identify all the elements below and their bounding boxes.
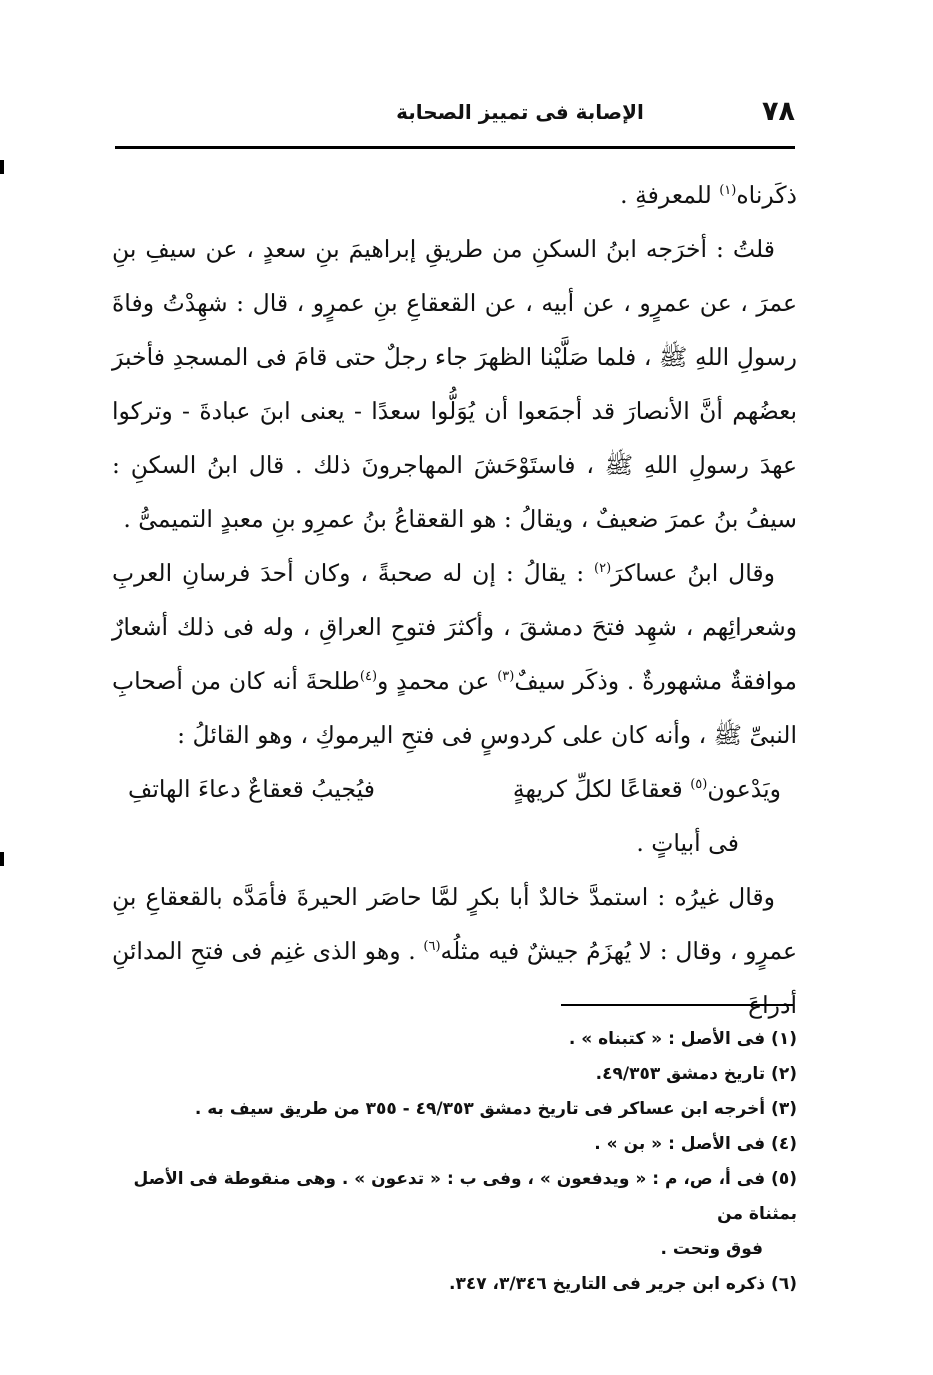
footnote-text: فى أ، ص، م : « ويدفعون » ، وفى ب : « تدعون » . وهى منقوطة فى الأصل بمثناة من [133, 1169, 797, 1224]
footnote-number: (١) [771, 1029, 797, 1049]
footnote-6 [112, 1267, 797, 1302]
footnote-text: فى الأصل : « كتبناه » . [568, 1029, 772, 1049]
running-title: الإصابة فى تمييز الصحابة [396, 100, 644, 124]
verse-second-hemistich: فيُجيبُ قعقاعٌ دعاءَ الهاتفِ [128, 775, 375, 803]
paragraph-3-part-d: طلحةَ أنه كان من أصحابِ النبىِّ ﷺ ، وأنه كان على كردوسٍ فى فتحِ اليرموكِ ، وهو القائلُ : [112, 667, 797, 749]
footnote-text: فى الأصل : « بن » . [594, 1134, 772, 1154]
verse-first-hemistich [513, 762, 781, 816]
footnote-text: تاريخ دمشق ٤٩/٣٥٣. [595, 1064, 772, 1084]
paragraph-3 [112, 546, 797, 762]
footnotes [112, 1022, 797, 1302]
footnote-1 [112, 1022, 797, 1057]
scan-edge-mark-top [0, 160, 4, 174]
footnote-ref-3: (٣) [497, 669, 515, 685]
poem-verse [112, 762, 797, 816]
verse-first-word: ويَدْعون [707, 775, 781, 803]
footnote-number: (٦) [771, 1274, 797, 1294]
footnote-number: (٥) [771, 1169, 797, 1189]
paragraph-4-part-b: . وهو الذى غنِم فى فتحِ المدائنِ أدراعَ [112, 937, 797, 1019]
footnote-number: (٢) [771, 1064, 797, 1084]
footnote-5 [112, 1162, 797, 1232]
footnote-4 [112, 1127, 797, 1162]
paragraph-3-part-a: وقال ابنُ عساكرَ [611, 559, 775, 587]
main-text [112, 168, 797, 1032]
footnote-text: أخرجه ابن عساكر فى تاريخ دمشق ٤٩/٣٥٣ - ٣٥٥ من طريق سيف به . [194, 1099, 772, 1119]
footnote-3 [112, 1092, 797, 1127]
footnote-separator [561, 1004, 793, 1006]
paragraph-3-part-c: عن محمدٍ و [377, 667, 498, 695]
paragraph-2: قلتُ : أخرَجه ابنُ السكنِ من طريقِ إبراهيمَ بنِ سعدٍ ، عن سيفِ بنِ عمرَ ، عن عمرٍو ، عن أبيه ، عن القعقاعِ بنِ عمرٍو ، قال : شهِدْتُ وفاةَ رسولِ اللهِ ﷺ ، فلما صَلَّيْنا الظهرَ جاء رجلٌ حتى قامَ فى المسجدِ فأخبرَ بعضُهم أنَّ الأنصارَ قد أجمَعوا أن يُوَلُّوا سعدًا - يعنى ابنَ عبادةَ - وتركوا عهدَ رسولِ اللهِ ﷺ ، فاستَوْحَشَ المهاجرونَ ذلك . قال ابنُ السكنِ : سيفُ بنُ عمرَ ضعيفٌ ، ويقالُ : هو القعقاعُ بنُ عمرِو بنِ معبدٍ التميمىُّ . [112, 235, 797, 533]
footnote-2 [112, 1057, 797, 1092]
paragraph-4-part-a: وقال غيرُه : استمدَّ خالدٌ أبا بكرٍ لمَّا حاصَر الحيرةَ فأمَدَّه بالقعقاعِ بنِ عمرٍو ، وقال : لا يُهزَمُ جيشٌ فيه مثلُه [112, 883, 798, 965]
footnote-ref-4: (٤) [359, 669, 378, 685]
footnote-5-continuation: فوق وتحت . [660, 1239, 763, 1259]
paragraph-1-tail: للمعرفةِ . [620, 181, 720, 209]
scan-edge-mark-bottom [0, 852, 4, 866]
page-header [115, 96, 795, 136]
paragraph-4 [112, 870, 797, 1032]
footnote-number: (٣) [771, 1099, 797, 1119]
footnote-ref-6: (٦) [423, 939, 441, 955]
verse-tail: فى أبياتٍ . [636, 829, 739, 857]
paragraph-1 [112, 168, 797, 222]
verse-first-rest: قعقاعًا لكلِّ كريهةٍ [512, 775, 691, 803]
footnote-ref-1: (١) [719, 183, 737, 199]
paragraph-1-text: ذكَرناه [736, 181, 797, 209]
footnote-ref-2: (٢) [594, 561, 612, 577]
footnote-text: ذكره ابن جرير فى التاريخ ٣/٣٤٦، ٣٤٧. [449, 1274, 772, 1294]
footnote-ref-5: (٥) [690, 777, 708, 793]
footnote-number: (٤) [771, 1134, 797, 1154]
header-rule [115, 146, 795, 149]
page-number: ٧٨ [762, 96, 795, 127]
paragraph-3-part-b: : يقالُ : إن له صحبةً ، وكان أحدَ فرسانِ العربِ وشعرائِهم ، شهِد فتحَ دمشقَ ، وأكثرَ فتوحِ العراقِ ، وله فى ذلك أشعارٌ موافقةٌ مشهورةٌ . وذكَر سيفٌ [112, 559, 797, 695]
